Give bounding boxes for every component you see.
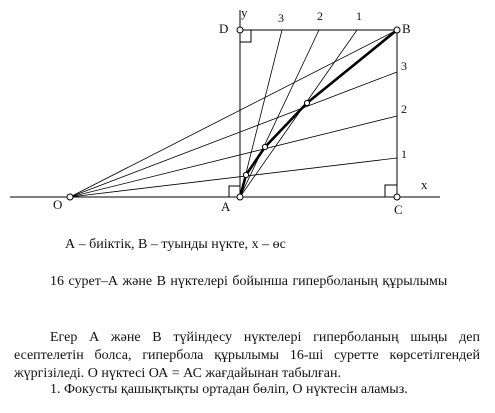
label-o: O	[53, 197, 63, 212]
point-c	[394, 194, 400, 200]
curve-point-3	[304, 100, 309, 105]
label-y: y	[241, 5, 248, 20]
label-b: B	[402, 21, 411, 36]
point-o	[67, 194, 73, 200]
label-d: D	[219, 21, 229, 36]
ray-o-right-3	[70, 72, 397, 197]
label-right-1: 1	[401, 147, 407, 161]
ray-o-right-1	[70, 158, 397, 197]
label-top-2: 2	[317, 9, 323, 23]
label-c: C	[394, 202, 403, 217]
point-b	[394, 27, 400, 33]
point-a	[237, 194, 243, 200]
figure-caption: 16 сурет–А және В нүктелері бойынша гиперболаның құрылымы	[50, 274, 448, 289]
curve-point-2	[262, 144, 267, 149]
paragraph-1: Егер А және В түйіндесу нүктелері гиперболаның шыңы деп есептелетін болса, гипербола құрылымы 16-ші суретте көрсетілгендей жүргізіледі. О нүктесі ОА = АС жағдайынан табылған.	[14, 330, 480, 381]
point-d	[237, 27, 243, 33]
curve-point-1	[243, 172, 248, 177]
line-o-b	[70, 30, 397, 197]
label-top-1: 1	[356, 9, 362, 23]
label-top-3: 3	[278, 11, 284, 25]
paragraph-2: 1. Фокусты қашықтықты ортадан бөліп, О нүктесін аламыз.	[50, 382, 408, 397]
label-right-2: 2	[401, 102, 407, 116]
label-x: x	[421, 177, 428, 192]
hyperbola-curve	[240, 30, 397, 197]
label-a: A	[221, 199, 231, 214]
ray-o-right-2	[70, 116, 397, 197]
figure-legend: А – биіктік, В – туынды нүкте, х – өс	[65, 237, 286, 252]
label-right-3: 3	[401, 59, 407, 73]
